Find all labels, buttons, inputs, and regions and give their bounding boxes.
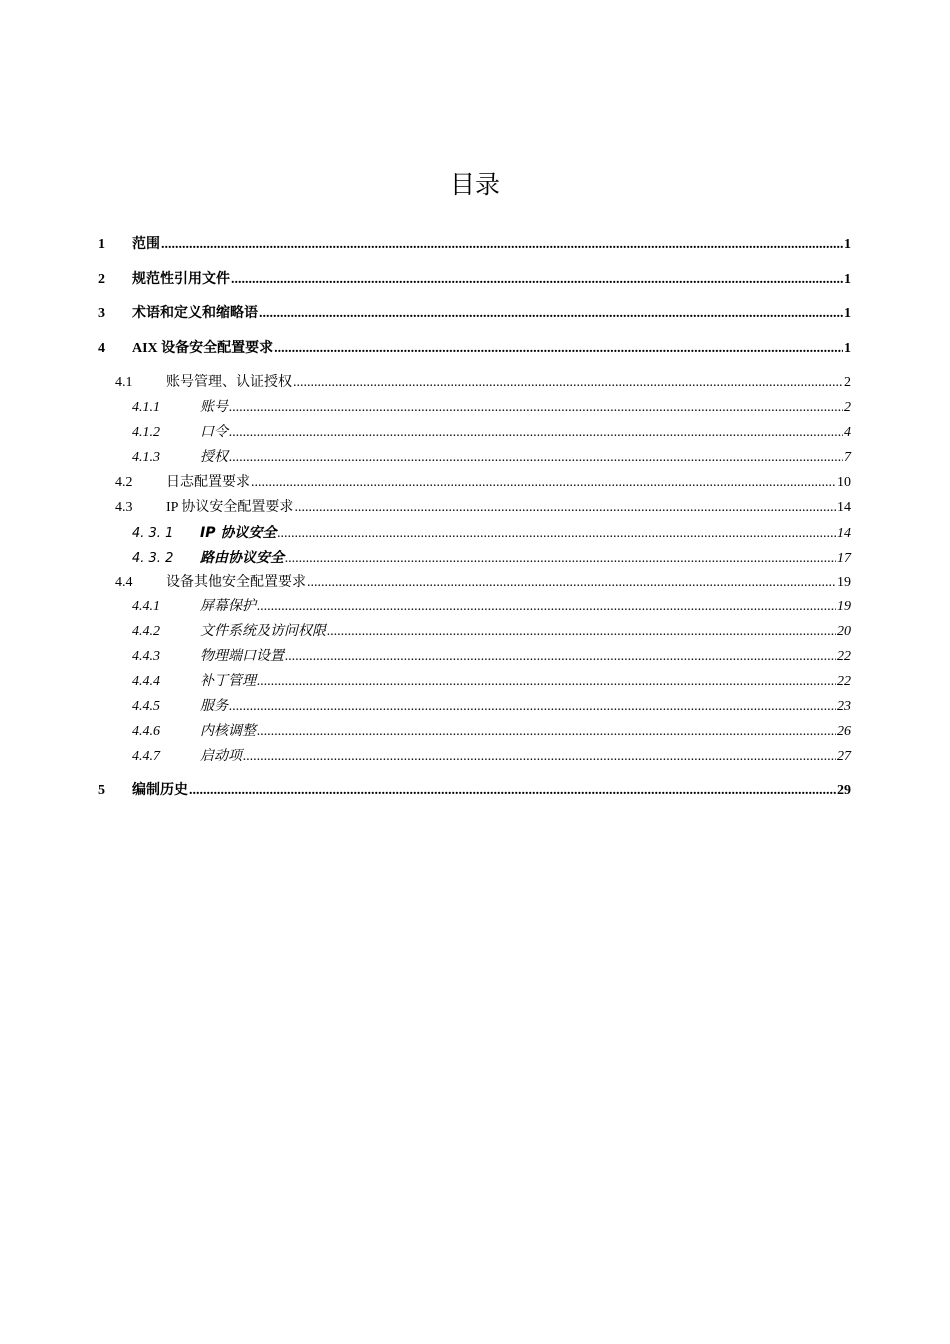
toc-entry-number: 4.2 — [115, 475, 133, 490]
toc-leader-dots — [293, 373, 843, 393]
toc-entry-4-4[interactable] — [115, 573, 851, 593]
toc-entry-title: 授权 — [200, 450, 228, 465]
toc-entry-4-1-1[interactable] — [132, 398, 851, 418]
toc-entry-4-4-2[interactable] — [132, 622, 851, 642]
toc-entry-title: 路由协议安全 — [200, 550, 284, 566]
toc-entry-number: 4.1 — [115, 375, 133, 390]
toc-entry-page: 1 — [844, 272, 851, 287]
toc-leader-dots — [251, 473, 836, 493]
toc-entry-number: 4.4.5 — [132, 699, 160, 714]
toc-entry-page: 1 — [844, 306, 851, 321]
toc-leader-dots — [257, 672, 836, 692]
toc-entry-page: 17 — [837, 551, 851, 566]
toc-entry-title: 术语和定义和缩略语 — [132, 306, 258, 321]
toc-entry-page: 10 — [837, 475, 851, 490]
toc-entry-page: 22 — [837, 674, 851, 689]
toc-entry-4-4-3[interactable] — [132, 647, 851, 667]
toc-leader-dots — [161, 235, 843, 255]
toc-entry-number: 1 — [98, 237, 105, 252]
toc-entry-title: 范围 — [132, 237, 160, 252]
toc-leader-dots — [231, 270, 843, 290]
toc-entry-3[interactable] — [98, 304, 851, 324]
toc-entry-number: 4.4.3 — [132, 649, 160, 664]
toc-entry-4-3-1[interactable] — [132, 523, 851, 543]
toc-entry-number: 4. 3. 1 — [132, 526, 174, 541]
toc-entry-number: 4.4.4 — [132, 674, 160, 689]
toc-entry-number: 4.4.7 — [132, 749, 160, 764]
toc-entry-page: 2 — [844, 375, 851, 390]
toc-leader-dots — [257, 722, 836, 742]
toc-entry-title: 日志配置要求 — [166, 475, 250, 490]
toc-entry-4-1-3[interactable] — [132, 448, 851, 468]
toc-leader-dots — [274, 339, 843, 359]
toc-entry-title: 规范性引用文件 — [132, 272, 230, 287]
toc-entry-title: IP 协议安全 — [200, 525, 277, 541]
toc-entry-page: 4 — [844, 425, 851, 440]
toc-entry-title: 内核调整 — [200, 724, 256, 739]
toc-entry-page: 19 — [837, 599, 851, 614]
toc-entry-page: 1 — [844, 341, 851, 356]
toc-leader-dots — [285, 549, 836, 569]
toc-leader-dots — [229, 448, 843, 468]
toc-entry-number: 4.4.1 — [132, 599, 160, 614]
toc-entry-page: 29 — [837, 783, 851, 798]
toc-entry-4-4-6[interactable] — [132, 722, 851, 742]
toc-entry-4-4-1[interactable] — [132, 597, 851, 617]
toc-entry-title: 屏幕保护 — [200, 599, 256, 614]
toc-entry-number: 2 — [98, 272, 105, 287]
toc-entry-5[interactable] — [98, 781, 851, 801]
toc-entry-number: 4. 3. 2 — [132, 551, 174, 566]
toc-entry-4-2[interactable] — [115, 473, 851, 493]
toc-leader-dots — [229, 423, 843, 443]
toc-entry-number: 4.3 — [115, 500, 133, 515]
toc-leader-dots — [277, 524, 836, 544]
toc-leader-dots — [294, 498, 836, 518]
toc-entry-page: 22 — [837, 649, 851, 664]
toc-entry-title: 物理端口设置 — [200, 649, 284, 664]
toc-entry-4-4-4[interactable] — [132, 672, 851, 692]
toc-entry-4-3[interactable] — [115, 498, 851, 518]
toc-entry-title: 补丁管理 — [200, 674, 256, 689]
toc-leader-dots — [307, 573, 836, 593]
toc-leader-dots — [189, 781, 836, 801]
toc-entry-number: 4.1.3 — [132, 450, 160, 465]
toc-entry-number: 4.1.2 — [132, 425, 160, 440]
toc-entry-title: 服务 — [200, 699, 228, 714]
toc-entry-title: 编制历史 — [132, 783, 188, 798]
toc-leader-dots — [259, 304, 843, 324]
toc-entry-page: 27 — [837, 749, 851, 764]
toc-entry-4-1-2[interactable] — [132, 423, 851, 443]
toc-entry-number: 4 — [98, 341, 105, 356]
toc-entry-4-4-7[interactable] — [132, 747, 851, 767]
toc-entry-page: 2 — [844, 400, 851, 415]
toc-entry-title: IP 协议安全配置要求 — [166, 500, 294, 515]
toc-entry-number: 4.1.1 — [132, 400, 160, 415]
toc-entry-4-3-2[interactable] — [132, 548, 851, 568]
toc-entry-2[interactable] — [98, 270, 851, 290]
toc-entry-1[interactable] — [98, 235, 851, 255]
toc-entry-title: 设备其他安全配置要求 — [166, 575, 306, 590]
toc-entry-page: 14 — [837, 526, 851, 541]
toc-leader-dots — [229, 697, 836, 717]
toc-leader-dots — [285, 647, 836, 667]
toc-entry-number: 4.4.2 — [132, 624, 160, 639]
toc-entry-page: 23 — [837, 699, 851, 714]
toc-leader-dots — [257, 597, 836, 617]
toc-leader-dots — [243, 747, 836, 767]
toc-entry-title: 口令 — [200, 425, 228, 440]
toc-entry-page: 20 — [837, 624, 851, 639]
toc-entry-number: 3 — [98, 306, 105, 321]
toc-title: 目录 — [449, 170, 500, 199]
toc-entry-number: 4.4 — [115, 575, 133, 590]
toc-entry-title: 文件系统及访问权限 — [200, 624, 326, 639]
toc-entry-page: 7 — [844, 450, 851, 465]
toc-entry-page: 1 — [844, 237, 851, 252]
toc-entry-title: AIX 设备安全配置要求 — [132, 341, 274, 356]
toc-entry-title: 启动项 — [200, 749, 242, 764]
toc-entry-4-1[interactable] — [115, 373, 851, 393]
toc-leader-dots — [229, 398, 843, 418]
toc-entry-number: 5 — [98, 783, 105, 798]
toc-entry-4-4-5[interactable] — [132, 697, 851, 717]
toc-entry-4[interactable] — [98, 339, 851, 359]
toc-entry-page: 19 — [837, 575, 851, 590]
toc-entry-page: 26 — [837, 724, 851, 739]
toc-entry-title: 账号 — [200, 400, 228, 415]
toc-leader-dots — [327, 622, 836, 642]
toc-entry-title: 账号管理、认证授权 — [166, 375, 292, 390]
toc-entry-number: 4.4.6 — [132, 724, 160, 739]
toc-entry-page: 14 — [837, 500, 851, 515]
